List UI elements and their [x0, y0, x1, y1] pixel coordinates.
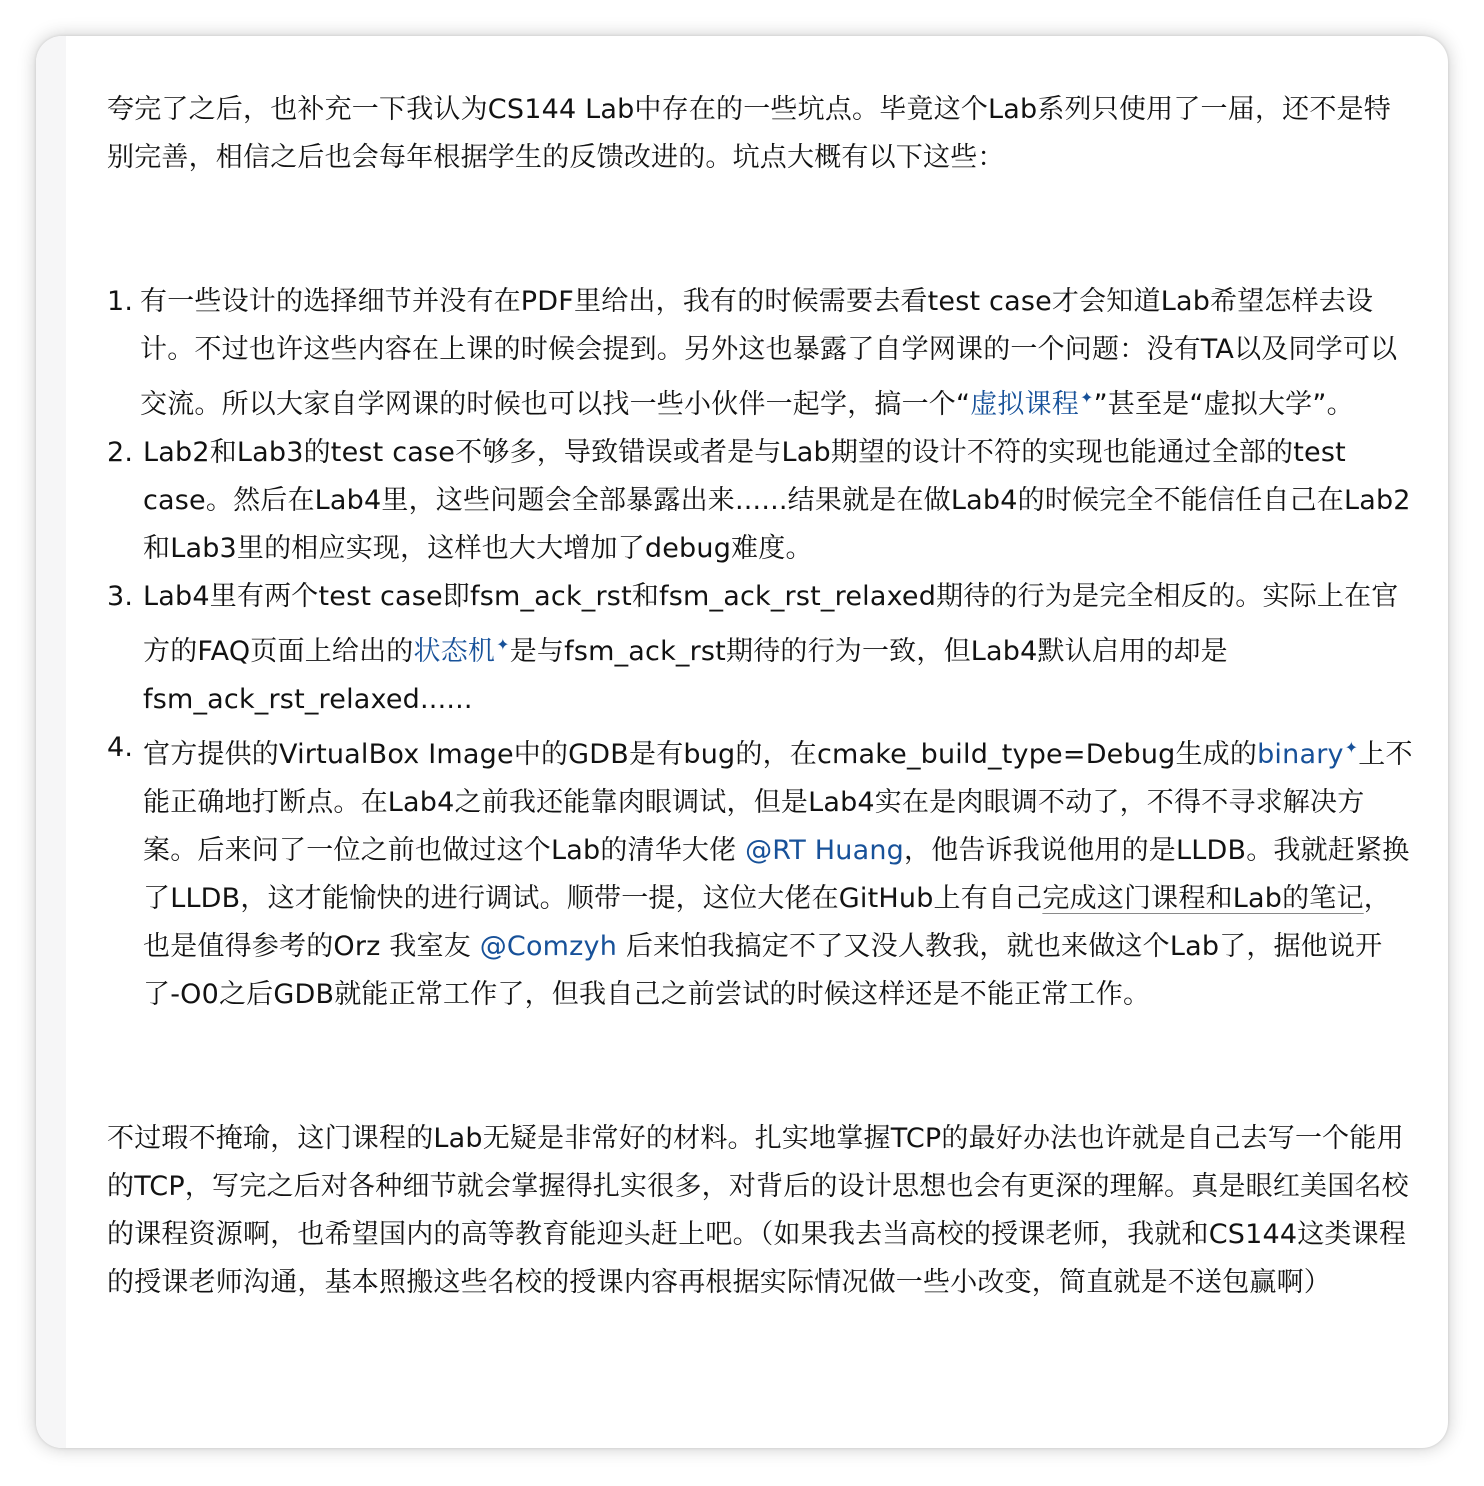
item-text: Lab2和Lab3的test case不够多，导致错误或者是与Lab期望的设计不符的实现也能通过全部的test case。然后在Lab4里，这些问题会全部暴露出来......结果就是在做Lab4的时候完全不能信任自己在Lab2和Lab3里的相应实现，这样也大大增加了debug难度。 — [143, 437, 1411, 564]
item-text: ，他告诉我说他用的是LLDB。我就赶紧换了LLDB，这才能愉快的进行调试。顺带一提，这位大佬在GitHub上有自己 — [143, 835, 1410, 914]
intro-paragraph: 夸完了之后，也补充一下我认为CS144 Lab中存在的一些坑点。毕竟这个Lab系列只使用了一届，还不是特别完善，相信之后也会每年根据学生的反馈改进的。坑点大概有以下这些： — [107, 94, 1391, 173]
link-state-machine[interactable]: 状态机 — [413, 636, 496, 667]
article-content — [107, 86, 1417, 1307]
issues-list — [107, 278, 1417, 1019]
item-text: 官方提供的VirtualBox Image中的GDB是有bug的，在cmake_build_type=Debug生成的 — [143, 739, 1258, 770]
link-virtual-course[interactable]: 虚拟课程 — [970, 389, 1079, 420]
list-item — [140, 724, 1417, 1019]
sparkle-icon[interactable]: ✦ — [1344, 738, 1359, 757]
item-text: 后来怕我搞定不了又没人教我，就也来做这个Lab了，据他说开了-O0之后GDB就能正常工作了，但我自己之前尝试的时候这样还是不能正常工作。 — [143, 931, 1383, 1010]
item-text: 有一些设计的选择细节并没有在PDF里给出，我有的时候需要去看test case才会知道Lab希望怎样去设计。不过也许这些内容在上课的时候会提到。另外这也暴露了自学网课的一个问题：没有TA以及同学可以交流。所以大家自学网课的时候也可以找一些小伙伴一起学，搞一个“ — [140, 286, 1398, 420]
sparkle-icon[interactable]: ✦ — [1080, 388, 1094, 407]
list-item — [140, 278, 1417, 429]
item-text: ”甚至是“虚拟大学”。 — [1093, 389, 1354, 420]
item-text: 是与fsm_ack_rst期待的行为一致，但Lab4默认启用的却是fsm_ack_rst_relaxed...... — [143, 636, 1228, 715]
mention-rt-huang[interactable]: @RT Huang — [745, 835, 904, 866]
sparkle-icon[interactable]: ✦ — [496, 635, 510, 654]
item-text: ，也是值得参考的Orz 我室友 — [143, 883, 1391, 962]
link-binary[interactable]: binary — [1257, 739, 1344, 770]
item-text: Lab4里有两个test case即fsm_ack_rst和fsm_ack_rst_relaxed期待的行为是完全相反的。实际上在官方的FAQ页面上给出的 — [143, 581, 1399, 667]
mention-comzyh[interactable]: @Comzyh — [479, 931, 618, 962]
article-card — [36, 36, 1448, 1448]
outro-paragraph: 不过瑕不掩瑜，这门课程的Lab无疑是非常好的材料。扎实地掌握TCP的最好办法也许就是自己去写一个能用的TCP，写完之后对各种细节就会掌握得扎实很多，对背后的设计思想也会有更深的理解。真是眼红美国名校的课程资源啊，也希望国内的高等教育能迎头赶上吧。（如果我去当高校的授课老师，我就和CS144这类课程的授课老师沟通，基本照搬这些名校的授课内容再根据实际情况做一些小改变，简直就是不送包赢啊） — [107, 1123, 1409, 1298]
list-item — [140, 573, 1417, 724]
item-text: 上不能正确地打断点。在Lab4之前我还能靠肉眼调试，但是Lab4实在是肉眼调不动了，不得不寻求解决方案。后来问了一位之前也做过这个Lab的清华大佬 — [143, 739, 1413, 866]
list-item — [140, 429, 1417, 573]
notes-link[interactable]: 完成这门课程和Lab的笔记 — [1042, 883, 1364, 914]
